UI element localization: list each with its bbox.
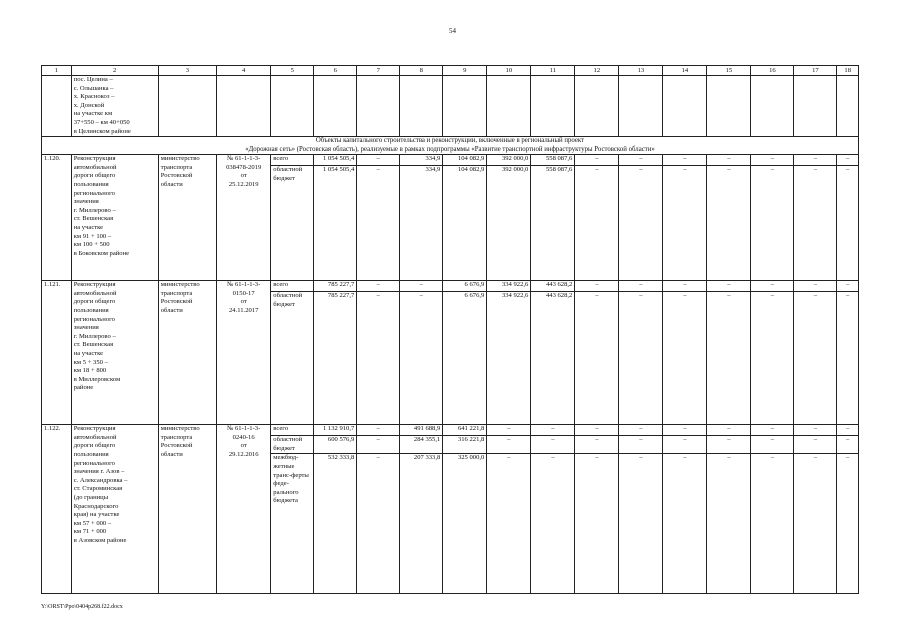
value-cell: – xyxy=(751,454,794,594)
empty-cell xyxy=(443,76,487,137)
col-header: 14 xyxy=(663,66,707,76)
text-line: автомобильной xyxy=(73,163,117,171)
value-cell: – xyxy=(837,166,859,281)
text-line: дороги общего xyxy=(73,298,116,306)
text-line: № 61-1-1-3- xyxy=(227,155,261,163)
value-cell: – xyxy=(663,454,707,594)
design-document xyxy=(217,425,271,594)
value-cell: – xyxy=(400,281,443,292)
value-cell: – xyxy=(794,292,837,425)
object-name xyxy=(71,76,158,137)
empty-cell xyxy=(357,76,400,137)
value-cell: – xyxy=(487,454,531,594)
value-cell: – xyxy=(357,454,400,594)
text-line: км 100 + 500 xyxy=(73,241,110,249)
col-header: 6 xyxy=(314,66,357,76)
value-cell: 785 227,7 xyxy=(314,292,357,425)
table-body xyxy=(42,66,859,594)
text-line: Реконструкция xyxy=(73,425,116,433)
text-line: 37+550 – км 40+050 xyxy=(73,118,130,126)
value-cell: – xyxy=(357,166,400,281)
empty-cell xyxy=(271,76,314,137)
value-cell: 443 628,2 xyxy=(531,292,575,425)
text-line: № 61-1-1-3- xyxy=(227,281,261,289)
text-line: пользования xyxy=(73,450,109,458)
text-line: значения xyxy=(73,198,99,206)
value-cell: – xyxy=(794,166,837,281)
text-line: г. Миллерово – xyxy=(73,332,116,340)
text-line: в Боковском районе xyxy=(73,249,130,257)
empty-cell xyxy=(663,76,707,137)
text-line: регионального xyxy=(73,315,115,323)
text-line: ст. Вешенская xyxy=(73,341,114,349)
text-line: дороги общего xyxy=(73,172,116,180)
text-line: на участке xyxy=(73,223,104,231)
text-line: пос. Целина – xyxy=(73,76,113,83)
value-cell: 334,9 xyxy=(400,166,443,281)
value-cell: – xyxy=(531,425,575,436)
text-line: транспорта xyxy=(160,289,193,297)
value-cell: – xyxy=(575,436,619,454)
text-line: министерство xyxy=(160,155,200,163)
col-header: 3 xyxy=(158,66,216,76)
design-document xyxy=(217,281,271,425)
funding-source: всего xyxy=(271,425,314,436)
value-cell: – xyxy=(575,281,619,292)
text-line: г. Миллерово – xyxy=(73,206,116,214)
value-cell: 785 227,7 xyxy=(314,281,357,292)
text-line: в Миллеровском xyxy=(73,375,121,383)
text-line: (до границы xyxy=(73,493,109,501)
text-line: в Целинском районе xyxy=(73,127,131,135)
value-cell: 532 333,8 xyxy=(314,454,357,594)
text-line: транспорта xyxy=(160,163,193,171)
col-header: 9 xyxy=(443,66,487,76)
col-header: 17 xyxy=(794,66,837,76)
value-cell: – xyxy=(751,281,794,292)
empty-cell xyxy=(575,76,619,137)
value-cell: 207 333,8 xyxy=(400,454,443,594)
value-cell: – xyxy=(707,454,751,594)
value-cell: – xyxy=(751,436,794,454)
text-line: дороги общего xyxy=(73,442,116,450)
col-header: 18 xyxy=(837,66,859,76)
text-line: области xyxy=(160,306,183,314)
text-line: Краснодарского xyxy=(73,502,119,510)
continuation-row xyxy=(42,76,859,137)
text-line: области xyxy=(160,180,183,188)
value-cell: – xyxy=(837,436,859,454)
value-cell: – xyxy=(575,425,619,436)
value-cell: – xyxy=(575,454,619,594)
text-line: км 18 + 800 xyxy=(73,367,107,375)
col-header: 1 xyxy=(42,66,72,76)
value-cell: 104 082,9 xyxy=(443,166,487,281)
text-line: 0240-16 xyxy=(232,433,255,441)
text-line: в Азовском районе xyxy=(73,536,127,544)
value-cell: 600 576,9 xyxy=(314,436,357,454)
text-line: с. Ольшанка – xyxy=(73,84,114,92)
object-name xyxy=(71,281,158,425)
value-cell: 558 087,6 xyxy=(531,166,575,281)
table-row xyxy=(42,425,859,436)
customer xyxy=(158,425,216,594)
text-line: края) на участке xyxy=(73,511,120,519)
value-cell: – xyxy=(794,155,837,166)
value-cell: 1 054 505,4 xyxy=(314,166,357,281)
value-cell: – xyxy=(794,425,837,436)
value-cell: – xyxy=(751,292,794,425)
value-cell: 104 082,9 xyxy=(443,155,487,166)
funding-source: областной бюджет xyxy=(271,292,314,425)
value-cell: – xyxy=(837,281,859,292)
value-cell: – xyxy=(663,281,707,292)
empty-cell xyxy=(619,76,663,137)
text-line: Реконструкция xyxy=(73,155,116,163)
text-line: значения xyxy=(73,324,99,332)
value-cell: 6 676,9 xyxy=(443,281,487,292)
text-line: км 91 + 100 – xyxy=(73,232,112,240)
text-line: регионального xyxy=(73,189,115,197)
value-cell: 1 132 910,7 xyxy=(314,425,357,436)
value-cell: – xyxy=(357,425,400,436)
text-line: с. Александровка – xyxy=(73,476,128,484)
value-cell: – xyxy=(794,281,837,292)
section-title xyxy=(42,137,859,155)
text-line: пользования xyxy=(73,306,109,314)
text-line: ст. Вешенская xyxy=(73,215,114,223)
value-cell: – xyxy=(619,425,663,436)
section-title-line: «Дорожная сеть» (Ростовская область), реализуемые в рамках подпрограммы «Развитие транспортной инфраструктуры Ростовской области» xyxy=(245,145,655,153)
value-cell: 1 054 505,4 xyxy=(314,155,357,166)
col-header: 7 xyxy=(357,66,400,76)
value-cell: – xyxy=(837,454,859,594)
text-line: значения г. Азов – xyxy=(73,468,125,476)
page-number: 54 xyxy=(449,27,456,35)
text-line: км 57 + 000 – xyxy=(73,519,112,527)
text-line: км 71 + 000 xyxy=(73,528,107,536)
value-cell: – xyxy=(619,292,663,425)
value-cell: – xyxy=(707,155,751,166)
value-cell: 558 087,6 xyxy=(531,155,575,166)
text-line: х. Донской xyxy=(73,101,105,109)
value-cell: – xyxy=(663,436,707,454)
value-cell: – xyxy=(751,166,794,281)
value-cell: – xyxy=(531,454,575,594)
value-cell: – xyxy=(357,155,400,166)
value-cell: 491 688,9 xyxy=(400,425,443,436)
col-header: 10 xyxy=(487,66,531,76)
text-line: районе xyxy=(73,384,94,392)
text-line: автомобильной xyxy=(73,433,117,441)
value-cell: 443 628,2 xyxy=(531,281,575,292)
value-cell: – xyxy=(575,166,619,281)
value-cell: 6 676,9 xyxy=(443,292,487,425)
empty-cell xyxy=(531,76,575,137)
text-line: ст. Староминская xyxy=(73,485,123,493)
text-line: 038478-2019 xyxy=(226,163,262,171)
value-cell: 325 000,0 xyxy=(443,454,487,594)
empty-cell xyxy=(794,76,837,137)
value-cell: – xyxy=(707,425,751,436)
value-cell: 316 221,8 xyxy=(443,436,487,454)
empty-cell xyxy=(314,76,357,137)
value-cell: – xyxy=(575,292,619,425)
value-cell: – xyxy=(357,281,400,292)
value-cell: 334 922,6 xyxy=(487,292,531,425)
col-header: 2 xyxy=(71,66,158,76)
file-path-footer: Y:\ORST\Ppo\0404p268.f22.docx xyxy=(41,604,123,610)
text-line: регионального xyxy=(73,459,115,467)
value-cell: – xyxy=(575,155,619,166)
col-header: 5 xyxy=(271,66,314,76)
value-cell: – xyxy=(751,425,794,436)
text-line: пользования xyxy=(73,180,109,188)
value-cell: – xyxy=(487,436,531,454)
text-line: Реконструкция xyxy=(73,281,116,289)
text-line: 24.11.2017 xyxy=(228,306,259,314)
value-cell: – xyxy=(707,281,751,292)
text-line: Ростовской xyxy=(160,298,193,306)
customer xyxy=(158,281,216,425)
text-line: от xyxy=(240,298,247,306)
funding-source: областной бюджет xyxy=(271,436,314,454)
value-cell: – xyxy=(794,454,837,594)
value-cell: – xyxy=(619,436,663,454)
table-row xyxy=(42,281,859,292)
empty-cell xyxy=(751,76,794,137)
value-cell: – xyxy=(663,292,707,425)
empty-cell xyxy=(217,76,271,137)
section-title-line: Объекты капитального строительства и реконструкции, включенные в региональный проект xyxy=(315,137,585,145)
text-line: № 61-1-1-3- xyxy=(227,425,261,433)
design-document xyxy=(217,155,271,281)
table-row xyxy=(42,155,859,166)
text-line: Ростовской xyxy=(160,442,193,450)
value-cell: – xyxy=(794,436,837,454)
text-line: х. Краснокоз – xyxy=(73,93,115,101)
value-cell: – xyxy=(707,292,751,425)
empty-cell xyxy=(487,76,531,137)
value-cell: – xyxy=(707,166,751,281)
value-cell: – xyxy=(619,454,663,594)
value-cell: – xyxy=(663,166,707,281)
text-line: км 5 + 350 – xyxy=(73,358,108,366)
empty-cell xyxy=(400,76,443,137)
empty-cell xyxy=(158,76,216,137)
row-id: 1.120. xyxy=(42,155,72,281)
value-cell: 641 221,8 xyxy=(443,425,487,436)
text-line: области xyxy=(160,450,183,458)
text-line: автомобильной xyxy=(73,289,117,297)
text-line: на участке xyxy=(73,349,104,357)
text-line: от xyxy=(240,442,247,450)
text-line: министерство xyxy=(160,281,200,289)
customer xyxy=(158,155,216,281)
value-cell: – xyxy=(837,292,859,425)
value-cell: 284 355,1 xyxy=(400,436,443,454)
text-line: министерство xyxy=(160,425,200,433)
col-header: 15 xyxy=(707,66,751,76)
value-cell: – xyxy=(619,166,663,281)
funding-source: всего xyxy=(271,155,314,166)
row-id: 1.122. xyxy=(42,425,72,594)
text-line: на участке км xyxy=(73,110,113,118)
text-line: транспорта xyxy=(160,433,193,441)
col-header: 12 xyxy=(575,66,619,76)
object-name xyxy=(71,155,158,281)
empty-cell xyxy=(42,76,72,137)
value-cell: – xyxy=(357,436,400,454)
value-cell: 392 000,0 xyxy=(487,166,531,281)
col-header: 11 xyxy=(531,66,575,76)
value-cell: – xyxy=(837,425,859,436)
text-line: 25.12.2019 xyxy=(228,180,259,188)
text-line: 29.12.2016 xyxy=(228,450,259,458)
empty-cell xyxy=(707,76,751,137)
value-cell: – xyxy=(837,155,859,166)
funding-source: областной бюджет xyxy=(271,166,314,281)
value-cell: – xyxy=(663,155,707,166)
section-title-row xyxy=(42,137,859,155)
value-cell: – xyxy=(663,425,707,436)
value-cell: – xyxy=(619,155,663,166)
row-id: 1.121. xyxy=(42,281,72,425)
value-cell: – xyxy=(531,436,575,454)
value-cell: – xyxy=(751,155,794,166)
value-cell: – xyxy=(707,436,751,454)
object-name xyxy=(71,425,158,594)
col-header: 8 xyxy=(400,66,443,76)
value-cell: – xyxy=(619,281,663,292)
col-header: 4 xyxy=(217,66,271,76)
text-line: Ростовской xyxy=(160,172,193,180)
funding-source: межбюд-жетные транс-ферты феде-рального бюджета xyxy=(271,454,314,594)
value-cell: – xyxy=(357,292,400,425)
col-header: 13 xyxy=(619,66,663,76)
value-cell: – xyxy=(400,292,443,425)
value-cell: – xyxy=(487,425,531,436)
text-line: от xyxy=(240,172,247,180)
empty-cell xyxy=(837,76,859,137)
funding-source: всего xyxy=(271,281,314,292)
value-cell: 392 000,0 xyxy=(487,155,531,166)
value-cell: 334 922,6 xyxy=(487,281,531,292)
text-line: 0150-17 xyxy=(232,289,255,297)
objects-table xyxy=(41,65,859,594)
header-row xyxy=(42,66,859,76)
col-header: 16 xyxy=(751,66,794,76)
value-cell: 334,9 xyxy=(400,155,443,166)
